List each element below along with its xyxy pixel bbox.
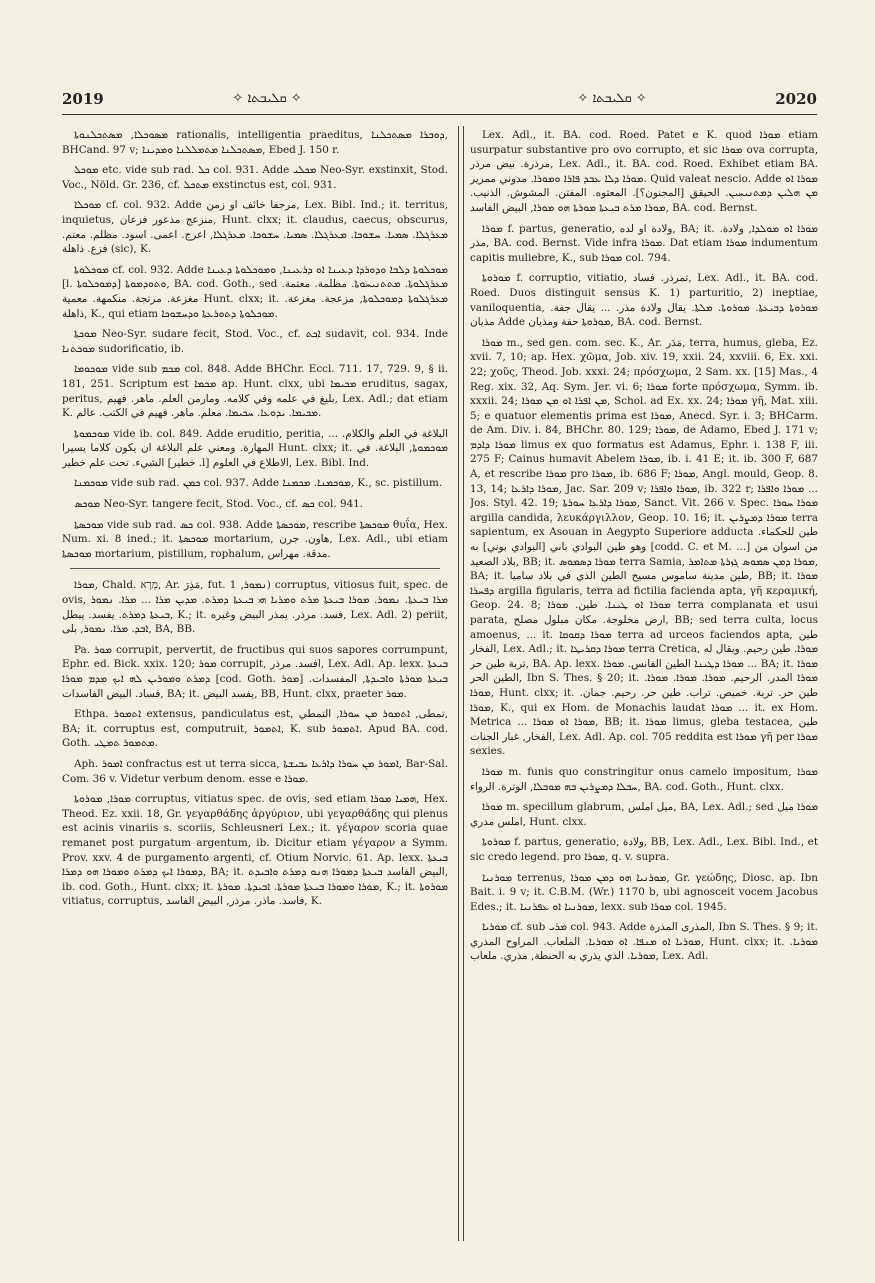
entry: ܡܘܪܝܐ cf. sub ܡܪܝ col. 943. Adde المذرى المذرة, Ibn S. Thes. § 9; it. ܡܘܪܝܐ ܐܘ ܡܢܦܐ. ܐܘ ܡܘܪܝܐ. الملعاب. المراوح المذري, Hunt. clxx; it. ܡܘܪܝܐ. ܡܘܪܝܐ. الذي يذري به الحنطة, مذري. ملعاب, Lex. Adl. [470, 921, 818, 963]
entry: Aph. ܐܡܘܪ confractus est ut terra sicca, ܐܡܘܪ ܡܢ ܚܘܪܐ ܕܐܪܥܐ ܝܒܝܫܬܐ, Bar-Sal. Com. 36 v. Videtur verbum denom. esse e ܡܘܪܐ. [62, 757, 448, 785]
entry: ܡܘܟܡܢܐ vide sub rad. ܟܡܢ col. 937. Adde ܡܘܟܡܢܐ. ܡܟܡܢܐ, K., sc. pistillum. [74, 477, 443, 490]
right-column [470, 128, 818, 1238]
entry: ܡܘܪܐ, ܡܘܪܘܬܐ corruptus, vitiatus spec. de ovis, sed etiam ܗܡܝܐ ܡܘܪܐ, Hex. Theod. Ez. xxii. 18, Gr. γεγαρθάδης ἀργύριον, ubi γεγαρθάδης qui plenus est acinis vinariis s. scoriis, Schleusneri Lex.; it. γέγαρον scoria quae remanet post purgatum argentum, ib. Dicitur etiam γέγαρον a Symm. Prov. xxv. 4 de purgamento argenti, cf. Otium Norvic. 61. Ap. lexx. ܒܝܥܬܐ ܕܡܘܪܐ ܐܝܟ ܕܡܪܬ ܘܡܘܪܐ ܗܘ ܕܡܪܐ, BA; it. البيض الفاسد ܒܝܥܬܐ ܕܡܘܪܐ ܗܢܘ ܕܡܪܬ ܘܐܒܝܕܬ, ib. cod. Goth., Hunt. clxx; it. ܡܘܪܐ ܘܡܘܪܐ ܒܝܥܬܐ ܡܘܪܬܐ. ܐܒܝܕܬܐ. ܡܘܪܬܐ, K.; it. ܡܘܪܘܬܐ vitiatus, corruptus, فاسد. ماذر. مرذر, البيض الفاسد, K. [62, 793, 448, 908]
running-head-left: ✧ ܩܠܝܒܬܐ ✧ [232, 91, 302, 106]
entry: ܡܘܟܠ etc. vide sub rad. ܟܠ col. 931. Adde ܡܟܠܝ Neo-Syr. exstinxit, Stod. Voc., Nöld. Gr. 236, cf. ܡܬܟܠ exstinctus est, col. 931. [62, 164, 448, 191]
entry: Pa. ܡܘܪ corrupit, pervertit, de fructibus qui suos sapores corrumpunt, Ephr. ed. Bick. xxix. 120; ܡܘܪ corrupit, افسد. مرذر, Lex. Adl. Ap. lexx. ܒܝܥܬܐ ܕܡܪܬ ܘܡܘܪܝܢ ܠܗ ܐܝܟ ܡܕܡ ܡܘܪܐ [cod. Goth. ܡܘܪ] ܒܝܥܬܐ ܡܘܪܬܐ ܘܐܒܝܕܬܐ, المفسدات. فساد. البيض الفاسدات, BA; it. يفسد البيض, BB, Hunt. clxx, praeter ܡܘܪ. [62, 643, 448, 700]
entry: Ethpa. ܐܬܡܘܪ extensus, pandiculatus est, تمطى, ܐܬܡܘܪ ܡܢ ܚܘܪܐ, التمطي, BA; it. corruptus est, computruit, ܐܬܡܘܪ, K. sub ܐܬܡܘܪ. Apud BA. cod. Goth. ܡܬܡܘܪ ܬܡܛܝ. [62, 708, 448, 750]
entry: ܡܘܟܬܐ Neo-Syr. sudare fecit, Stod. Voc., cf. ܐܟܬ sudavit, col. 934. Inde ܡܘܟܬܢܐ sudorificatio, ib. [62, 328, 448, 355]
entry: ܡܘܟܘܡܐ vide sub ܡܟܡ col. 848. Adde BHChr. Eccl. 711. 17, 729. 9, § ii. 181, 251. Scriptum est ܡܟܡܐ ap. Hunt. clxx, ubi ܡܟܝܡܐ eruditus, sagax, peritus, بليغ في علمه وفي كلامه. ومارمن العلم. ماهر. فهيم, Lex. Adl.; dat etiam K. ܡܟܝܡܐ. ܝܕܘܥܐ. ܚܟܝܡܐ. معلم. ماهر. فهيم في الكتب. عالم. [62, 363, 448, 420]
entry: ܡܘܟܣ Neo-Syr. tangere fecit, Stod. Voc., cf. ܟܣ col. 941. [74, 498, 364, 511]
page-number-right: 2020 [775, 90, 817, 108]
entry: ܡܘܟܡܘܬܐ vide ib. col. 849. Adde eruditio, peritia, البلاغة في العلم والكلام. ... المهارة. ومعني علم البلاغة ان يكون كلاما يسيرا Hunt. clxx; it. ܡܘܟܡܘܬܐ, البلاغة. في الشيء. تحت علم خطير [خطير .l] الاطلاع في العلوم, Lex. Bibl. Ind. [62, 427, 448, 469]
section-rule [70, 568, 441, 569]
page-header [62, 88, 817, 115]
column-divider [458, 126, 464, 1241]
entry: ܡܘܟܠܐ cf. col. 932. Adde مرجفا خائف او زمن, Lex. Bibl. Ind.; it. territus, inquietus, منزعج مذعور فزعان, Hunt. clxx; it. claudus, caecus, obscurus, ܡܥܪܓܠܐ. ܣܡܝܐ. ܚܫܘܟܐ. ܡܥܪܓܠܐ. ܣܡܝܐ. ܚܫܘܟܐ. ܡܥܪܓܠܐ, اعرج. اعمى. اسود. مظلم. معتم. فزع. ذاهلة (sic), K. [62, 199, 448, 256]
entry: ܡܘܪܐ f. partus, generatio, ولادة او لده, BA; it. ܡܘܪܐ ܐܘ ܡܘܠܕܐ, ولادة. مذر, BA. cod. Bernst. Vide infra ܡܘܪܐ. Dat etiam ܡܘܪܐ indumentum capitis muliebre, K., sub ܡܘܪܐ col. 794. [470, 222, 818, 264]
entry: ܡܘܪܘܬܐ f. corruptio, vitiatio, تمرذر. فساد, Lex. Adl., it. BA. cod. Roed. Duos distinguit sensus K. 1) parturitio, 2) ineptiae, vaniloquentia, ܡܘܪܘܬܐ ܕܒܝܥܬܐ. ܡܘܪܘܬܐ. ܡܠܬܐ. يقال ولادة مذر. ... يقال جفة. مذيان Adde ܡܘܪܘܬܐ حفة ومذيان, BA. cod. Bernst. [470, 272, 818, 329]
entry: ܡܘܪܐ m., sed gen. com. sec. K., Ar. مَدَر, terra, humus, gleba, Ez. xvii. 7, 10; ap. Hex. χῶμα, Job. xiv. 19, xxii. 24, xxviii. 6, Ex. xxi. 22; χοῦς, Theod. Job. xxxi. 24; πρόσχωμα, 2 Sam. xx. [15] Mas., 4 Reg. xix. 32, Aq. Sym. Jer. vi. 6; ܡܘܪܐ forte πρόσχωμα, Symm. ib. xxxii. 24; ܡܢ ܐܦܪܐ ܐܘ ܡܢ ܡܘܪܐ, Schol. ad Ex. xx. 24; ܡܘܪܐ γῆ, Mat. xiii. 5; e quatuor elementis prima est ܡܘܪܐ, Anecd. Syr. i. 3; BHCarm. de Am. Div. i. 84, BHChr. 80. 129; ܡܘܪܐ, de Adamo, Ebed J. 171 v; ܡܘܪܐ ܕܐܕܡ limus ex quo formatus est Adamus, Ephr. i. 138 F, iii. 275 F; Cainus humavit Abelem ܡܘܪܐ, ib. i. 41 E; it. ib. 300 F, 687 A, et rescribe ܡܘܪܐ pro ܡܘܪܐ, ib. 686 F; ܡܘܪܐ, Angl. mould, Geop. 8. 13, 14; ܡܘܪܐ ܕܐܪܥܐ, Jac. Sar. 209 v; ܡܘܪܐ ܘܐܦܪܐ, ib. 322 r; ܡܘܪܐ ܘܐܦܪܐ ... Jos. Styl. 42. 19; ܡܘܪܐ ܕܐܪܥܐ ܚܘܪܬܐ, Sanct. Vit. 266 v. Spec. ܡܘܪܐ ܚܘܪܐ argilla candida, λευκάργιλλον, Geop. 10. 16; it. ܡܘܪܐ ܕܡܨܪܝܢ terra sapientum, ex Asouan in Aegypto Superiore adducta طين للحكماء. وهو طين البوادي باني [البوادي بوني] به [codd. C. et M. ...] من اسوان من بلاد الصعيد, BB; it. ܡܘܪܐ ܕܣܡܘܣ terra Samia, ܡܘܪܐ ܕܡܢ ܣܡܘܣ ܓܙܪܬܐ ܡܬܐܡܪ, BA; it. طين مدينة ساموس مسيح الطين الذي في بلاد ساميا, BB; it. ܡܘܪܐ ܕܦܚܪܐ argilla figularis, terra ad fictilia facienda apta, γῆ κεραμική, Geop. 24. 8; ܡܘܪܐ ܐܘ ܛܝܢܐ. طين. ܡܘܪܐ terra complanata et usui parata, ارض مخلوجة. مكان مبلول مصلح, BB; sed terra culta, locus amoenus, ... it. ܡܘܪܐ ܕܩܘܩܐ terra ad urceos faciendos apta, طين الفخار, Lex. Adl.; it. ܡܘܪܐ ܕܩܪܝܛܐ terra Cretica, ܡܘܪܐ. طين رحيم. ويقال له تربة طين حر, BA. Ap. lexx. ܡܘܪܐ ܕܛܝܢܐ الطين الفانس. ܡܘܪܐ ... BA; it. ܡܘܪܐ الطين الحر, Ibn S. Thes. § 20; it. ܡܘܪܐ المدر. الرحيم. ܡܘܪܐ. ܡܘܪܐ. ܡܘܪܐ. ܡܘܪܐ, Hunt. clxx; it. طين حر. تربة. خميص. تراب. طين حر. رحيم. جمان. ܡܘܪܐ, K., qui ex Hom. de Monachis laudat ܡܘܪܐ ... it. ex Hom. Metrica ... ܡܘܪܐ ܐܘ ܡܘܪܐ, BB; it. ܡܘܪܐ limus, gleba testacea, طين الفخار, غبار الجنات, Lex. Adl. Ap. col. 705 reddita est ܡܘܪܐ γῆ per ܡܘܪܐ sexies. [470, 336, 818, 758]
entry: ܡܘܟܠܘܬܐ cf. col. 932. Adde ܡܘܟܠܘܬܐ ܕܠܒܐ ܘܕܘܪܕܐ ܕܥܝܢܐ ܐܘ ܕܪܥܝܢܐ, ܘܡܘܟܠܘܬܐ ܕܥܝܢܐ [l. ܕܡܘܟܠܘܬܐ] ܘܬܘܕܡܘܬܐ, BA. cod. Goth., sed ܡܥܪܓܠܘܬܐ. ܡܬܬܢܝܚܘܬܐ. مظلمة. معتمة. مغزعة. مرتجة. منكمهة. معمية Hunt. clxx; it. ܡܥܪܓܠܘܬܐ ܕܡܘܟܠܘܬܐ, مزعجة. مغزعة. ذاهلة, K., qui etiam ܡܘܟܠܘܬܐ ܕܬܘܪܥܬܐ ܘܕܚܫܘܟܐ. [62, 263, 448, 320]
entry: ܡܘܪܐ, Chald. מְרָא, Ar. مَذِرَ, fut. ܢܡܘܪ, 1) corruptus, vitiosus fuit, spec. de ovis, ܡܪܐ ܒܝܥܬܐ. ܢܡܘܪ. ܡܘܪܐ ܒܝܥܬܐ ܡܪܬ ܘܡܪܝܐ ܗܝ ܒܝܥܬܐ ܕܡܪܬ. ܡܕܝܢ ܡܪܐ ... ܡܪܐ. ܢܡܘܪ ܒܝܥܬܐ ܕܡܪܬ. يفسد. يبطل, K.; it. فسد. مرذر. يمذر البيض وغيره, Lex. Adl. 2) periit, ܐܒܕ. ܡܪܐ. ܢܡܘܪ, بلى, BA, BB. [62, 579, 448, 636]
page-number-left: 2019 [62, 90, 104, 108]
entry: ܡܘܪܘܬܐ f. partus, generatio, ولادة, BB, Lex. Adl., Lex. Bibl. Ind., et sic credo legend. pro ܡܘܪܐ, q. v. supra. [470, 836, 818, 863]
entry: ܡܘܪܢܝܐ terrenus, ܡܘܪܢܝܐ ܗܘ ܕܡܢ ܡܘܪܐ, Gr. γεώδης, Diosc. ap. Ibn Bait. i. 9 v; it. C.B.M. (Wr.) 1170 b, ubi agnosceit vocem Jacobus Edes.; it. ܡܘܪܢܝܐ ܐܘ ܥܦܪܢܝܐ, lexx. sub ܡܘܪܐ col. 1945. [470, 871, 818, 913]
entry: ܡܘܪܐ m. funis quo constringitur onus camelo impositum, ܡܘܪܐ ܚܒܠܐ ܕܡܨܪܝܢ ܒܗ ܡܘܒܠܐ, الوترة. الرواء, BA. cod. Goth., Hunt. clxx. [470, 765, 818, 793]
entry: ܡܘܟܣܬܐ vide sub rad. ܟܣ col. 938. Adde ܡܘܟܣܬܐ, rescribe ܡܘܟܣܬܐ θυΐα, Hex. Num. xi. 8 ined.; it. ܡܘܟܣܬܐ mortarium, هاون. جرن, Lex. Adl., ubi etiam ܡܘܟܣܬܐ mortarium, pistillum, rophalum, مدقة. مهراس. [62, 518, 448, 560]
entry: Lex. Adl., it. BA. cod. Roed. Patet e K. quod ܡܘܪܐ etiam usurpatur substantive pro ovo corrupto, et sic ܡܘܪܐ ova corrupta, مرذرة. بيض مرذر, Lex. Adl., it. BA. cod. Roed. Exhibet etiam BA. ܡܘܪܐ ܕܠܐ ܥܒܕ ܦܐܪܐ ܘܡܘܪܐ. مدوني ممرير. Quid valeat nescio. Adde ܡܘܪܐ ܐܘ ܡܢ ܗܠܝܢ ܕܡܬܢܝܚܝܢ. الحيقق [المجنون؟]. المعتوه. المفتن. المشوش. الذنيب. ܡܘܪܐ ܡܪܬ ܒܝܥܬܐ ܡܘܪܬܐ ܗܘ ܡܘܪܐ, البيض الفاسد, BA. cod. Bernst. [470, 129, 818, 214]
entry: ܡܘܪܐ m. specillum glabrum, ميل املس, BA, Lex. Adl.; sed ܡܘܪܐ ميل املس مدري, Hunt. clxx. [470, 801, 818, 828]
left-column [62, 128, 448, 1238]
running-head-right: ✧ ܩܠܝܒܬܐ ✧ [577, 91, 647, 106]
entry: ܡܣܘܟܠܐ, ܡܣܬܟܠܢܘܬܐ rationalis, intelligentia praeditus, ܕܘܒܪܐ ܡܣܬܟܠܢܐ, BHCand. 97 v; ܡܣܬܟܠܢܐ ܡܬܡܠܠܢܐ ܘܡܕܝܢܐ, Ebed J. 150 r. [62, 129, 448, 156]
